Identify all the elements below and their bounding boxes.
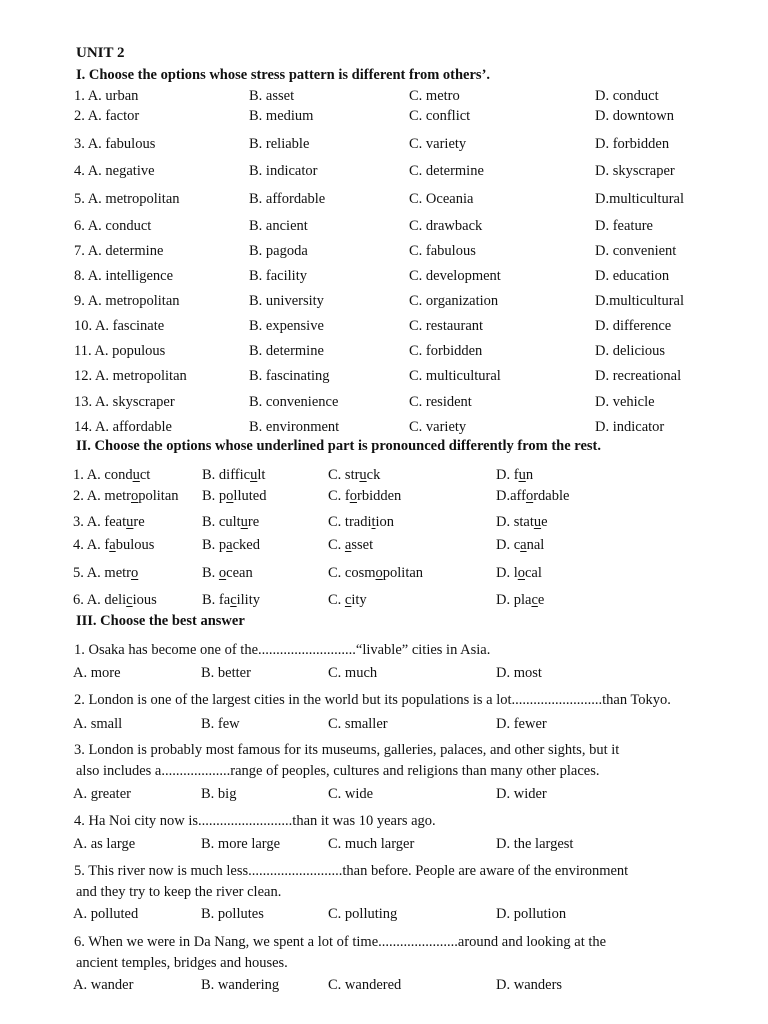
option-d xyxy=(496,488,569,505)
option-text-before: C. str xyxy=(328,467,360,483)
option-c: C. much xyxy=(328,665,378,681)
underlined-sound: o xyxy=(226,488,234,504)
option-a: 6. A. conduct xyxy=(74,218,152,234)
question-stem-continued: also includes a...................range of peoples, cultures and religions than many other places. xyxy=(76,763,600,779)
option-text-after: ity xyxy=(351,592,367,608)
option-c: C. wandered xyxy=(328,977,402,993)
unit-title: UNIT 2 xyxy=(76,45,125,61)
option-b xyxy=(202,467,265,484)
stress-question-row xyxy=(0,394,768,412)
pronunciation-question-row xyxy=(0,592,768,610)
option-d: D. downtown xyxy=(595,108,674,124)
option-c xyxy=(328,467,380,484)
option-a: 8. A. intelligence xyxy=(74,268,174,284)
underlined-sound: u xyxy=(250,467,258,483)
option-text-before: D. f xyxy=(496,467,519,483)
option-b: B. facility xyxy=(249,268,307,284)
option-d: D. conduct xyxy=(595,88,659,104)
option-a xyxy=(73,537,154,554)
option-b: B. university xyxy=(249,293,324,309)
option-text-after: re xyxy=(133,514,145,530)
option-text-after: ct xyxy=(139,467,151,483)
option-c: C. variety xyxy=(409,419,467,435)
option-d: D. convenient xyxy=(595,243,677,259)
option-text-before: D. l xyxy=(496,565,518,581)
option-b xyxy=(202,514,259,531)
section-3-heading: III. Choose the best answer xyxy=(76,613,245,629)
option-a: 10. A. fascinate xyxy=(74,318,165,334)
stress-question-row xyxy=(0,343,768,361)
underlined-sound: c xyxy=(531,592,538,608)
option-b: B. wandering xyxy=(201,977,280,993)
underlined-sound: u xyxy=(359,467,367,483)
option-text-before: 5. A. metr xyxy=(73,565,131,581)
option-text-after: cean xyxy=(226,565,253,581)
option-a: A. polluted xyxy=(73,906,139,922)
option-a: A. small xyxy=(73,716,123,732)
option-text-before: 2. A. metr xyxy=(73,488,131,504)
underlined-sound: u xyxy=(132,467,140,483)
option-b: B. few xyxy=(201,716,240,732)
option-d: D. difference xyxy=(595,318,672,334)
pronunciation-question-row xyxy=(0,565,768,583)
stress-question-row xyxy=(0,293,768,311)
stress-question-row xyxy=(0,368,768,386)
option-text-before: C. f xyxy=(328,488,350,504)
question-stem: 3. London is probably most famous for its museums, galleries, palaces, and other sights, but it xyxy=(74,742,620,758)
question-stem-continued: and they try to keep the river clean. xyxy=(76,884,282,900)
option-text-before: C. cosm xyxy=(328,565,376,581)
option-text-after: n xyxy=(525,467,534,483)
option-text-after: bulous xyxy=(115,537,155,553)
option-b: B. pollutes xyxy=(201,906,264,922)
option-c: C. smaller xyxy=(328,716,388,732)
option-c: C. determine xyxy=(409,163,484,179)
option-c: C. multicultural xyxy=(409,368,501,384)
stress-question-row xyxy=(0,163,768,181)
option-b: B. asset xyxy=(249,88,295,104)
question-stem: 1. Osaka has become one of the...........................“livable” cities in Asia. xyxy=(74,642,491,658)
option-text-before: B. fa xyxy=(202,592,231,608)
option-text-before: C. xyxy=(328,592,345,608)
option-b: B. reliable xyxy=(249,136,310,152)
option-c: C. much larger xyxy=(328,836,415,852)
option-c: C. forbidden xyxy=(409,343,483,359)
option-d: D. most xyxy=(496,665,542,681)
question-stem: 6. When we were in Da Nang, we spent a lot of time......................around and looking at the xyxy=(74,934,607,950)
option-a: A. as large xyxy=(73,836,136,852)
option-b xyxy=(202,592,260,609)
option-c xyxy=(328,537,373,554)
option-a: 11. A. populous xyxy=(74,343,166,359)
option-d: D. vehicle xyxy=(595,394,655,410)
answer-options-row xyxy=(0,977,768,995)
option-text-before: B. xyxy=(202,565,219,581)
option-d xyxy=(496,537,544,554)
pronunciation-question-row xyxy=(0,514,768,532)
underlined-sound: o xyxy=(517,565,525,581)
option-text-after: politan xyxy=(382,565,424,581)
question-stem: 4. Ha Noi city now is..........................than it was 10 years ago. xyxy=(74,813,436,829)
underlined-sound: a xyxy=(520,537,527,553)
option-text-before: D.aff xyxy=(496,488,526,504)
option-text-before: 1. A. cond xyxy=(73,467,133,483)
option-a: 9. A. metropolitan xyxy=(74,293,180,309)
option-text-before: B. p xyxy=(202,488,227,504)
option-text-before: 4. A. f xyxy=(73,537,110,553)
option-d: D.multicultural xyxy=(595,191,684,207)
option-text-after: cked xyxy=(232,537,260,553)
option-text-before: B. diffic xyxy=(202,467,251,483)
option-text-before: C. xyxy=(328,537,345,553)
option-c xyxy=(328,592,367,609)
answer-options-row xyxy=(0,716,768,734)
stress-question-row xyxy=(0,419,768,437)
option-d xyxy=(496,514,548,531)
option-a: 2. A. factor xyxy=(74,108,140,124)
stress-question-row xyxy=(0,108,768,126)
option-b: B. better xyxy=(201,665,251,681)
option-b: B. fascinating xyxy=(249,368,330,384)
pronunciation-question-row xyxy=(0,488,768,506)
answer-options-row xyxy=(0,906,768,924)
option-b: B. expensive xyxy=(249,318,324,334)
option-b: B. environment xyxy=(249,419,340,435)
option-d: D. pollution xyxy=(496,906,567,922)
option-b: B. big xyxy=(201,786,237,802)
option-b: B. indicator xyxy=(249,163,318,179)
option-b xyxy=(202,488,266,505)
option-b: B. pagoda xyxy=(249,243,308,259)
stress-question-row xyxy=(0,136,768,154)
underlined-sound: u xyxy=(126,514,134,530)
section-2-heading: II. Choose the options whose underlined part is pronounced differently from the rest. xyxy=(76,438,601,454)
pronunciation-question-row xyxy=(0,467,768,485)
underlined-sound: c xyxy=(230,592,237,608)
option-text-after: re xyxy=(247,514,260,530)
underlined-sound: u xyxy=(533,514,542,530)
option-c xyxy=(328,514,394,531)
option-c: C. polluting xyxy=(328,906,398,922)
underlined-sound: u xyxy=(518,467,526,483)
option-b: B. ancient xyxy=(249,218,308,234)
option-d: D. fewer xyxy=(496,716,547,732)
option-a: 3. A. fabulous xyxy=(74,136,156,152)
stress-question-row xyxy=(0,243,768,261)
option-c: C. restaurant xyxy=(409,318,484,334)
option-text-before: 3. A. feat xyxy=(73,514,127,530)
option-a: A. greater xyxy=(73,786,131,802)
option-text-before: 6. A. deli xyxy=(73,592,127,608)
option-a xyxy=(73,592,157,609)
option-text-after: sset xyxy=(351,537,374,553)
option-c xyxy=(328,565,423,582)
option-c: C. organization xyxy=(409,293,499,309)
option-d: D. the largest xyxy=(496,836,574,852)
option-a: 7. A. determine xyxy=(74,243,164,259)
option-text-after: lt xyxy=(257,467,266,483)
option-a xyxy=(73,565,138,582)
option-d xyxy=(496,565,542,582)
option-text-before: B. cult xyxy=(202,514,241,530)
option-text-after: e xyxy=(537,592,545,608)
option-a: 13. A. skyscraper xyxy=(74,394,175,410)
option-d: D. forbidden xyxy=(595,136,670,152)
option-text-after: politan xyxy=(138,488,179,504)
option-d: D.multicultural xyxy=(595,293,684,309)
answer-options-row xyxy=(0,786,768,804)
option-text-before: D. pla xyxy=(496,592,532,608)
option-c: C. Oceania xyxy=(409,191,474,207)
option-text-before: B. p xyxy=(202,537,227,553)
answer-options-row xyxy=(0,836,768,854)
option-b: B. convenience xyxy=(249,394,339,410)
option-text-after: ion xyxy=(375,514,395,530)
underlined-sound: u xyxy=(240,514,248,530)
option-b: B. determine xyxy=(249,343,324,359)
option-a: A. wander xyxy=(73,977,134,993)
stress-question-row xyxy=(0,218,768,236)
option-d: D. delicious xyxy=(595,343,666,359)
option-d: D. feature xyxy=(595,218,653,234)
option-text-after: nal xyxy=(526,537,545,553)
question-stem-continued: ancient temples, bridges and houses. xyxy=(76,955,288,971)
option-a xyxy=(73,488,179,505)
stress-question-row xyxy=(0,88,768,106)
option-b: B. affordable xyxy=(249,191,326,207)
option-text-after: cal xyxy=(525,565,542,581)
option-text-after: ility xyxy=(236,592,260,608)
underlined-sound: t xyxy=(371,514,376,530)
underlined-sound: a xyxy=(109,537,116,553)
option-c xyxy=(328,488,401,505)
option-a: 4. A. negative xyxy=(74,163,155,179)
option-b xyxy=(202,537,260,554)
option-a: 5. A. metropolitan xyxy=(74,191,180,207)
option-c: C. drawback xyxy=(409,218,483,234)
option-d: D. wanders xyxy=(496,977,563,993)
option-b xyxy=(202,565,253,582)
option-a: A. more xyxy=(73,665,121,681)
option-c: C. resident xyxy=(409,394,472,410)
option-d: D. wider xyxy=(496,786,547,802)
option-text-before: D. stat xyxy=(496,514,534,530)
option-a: 14. A. affordable xyxy=(74,419,172,435)
option-d xyxy=(496,592,544,609)
option-a xyxy=(73,467,150,484)
section-1-heading: I. Choose the options whose stress pattern is different from others’. xyxy=(76,67,491,83)
option-c: C. development xyxy=(409,268,501,284)
pronunciation-question-row xyxy=(0,537,768,555)
underlined-sound: o xyxy=(218,565,227,581)
option-c: C. variety xyxy=(409,136,467,152)
stress-question-row xyxy=(0,268,768,286)
option-a: 1. A. urban xyxy=(74,88,139,104)
question-stem: 5. This river now is much less..........................than before. People are aware of the environment xyxy=(74,863,629,879)
option-text-after: rbidden xyxy=(357,488,402,504)
option-c: C. metro xyxy=(409,88,460,104)
option-d: D. indicator xyxy=(595,419,665,435)
option-d xyxy=(496,467,533,484)
stress-question-row xyxy=(0,318,768,336)
underlined-sound: o xyxy=(131,565,139,581)
stress-question-row xyxy=(0,191,768,209)
option-a xyxy=(73,514,145,531)
option-text-after: rdable xyxy=(533,488,570,504)
underlined-sound: c xyxy=(126,592,133,608)
option-d: D. recreational xyxy=(595,368,682,384)
option-b: B. medium xyxy=(249,108,314,124)
option-text-after: ious xyxy=(132,592,157,608)
option-c: C. wide xyxy=(328,786,374,802)
underlined-sound: a xyxy=(344,537,352,553)
underlined-sound: o xyxy=(349,488,357,504)
option-b: B. more large xyxy=(201,836,281,852)
underlined-sound: c xyxy=(344,592,352,608)
option-text-after: ck xyxy=(366,467,381,483)
option-d: D. education xyxy=(595,268,670,284)
option-text-before: D. c xyxy=(496,537,521,553)
option-d: D. skyscraper xyxy=(595,163,675,179)
underlined-sound: o xyxy=(525,488,534,504)
option-text-after: e xyxy=(541,514,548,530)
option-text-after: lluted xyxy=(233,488,267,504)
underlined-sound: o xyxy=(375,565,383,581)
underlined-sound: o xyxy=(131,488,139,504)
question-stem: 2. London is one of the largest cities in the world but its populations is a lot.........................than Tokyo. xyxy=(74,692,671,708)
option-c: C. fabulous xyxy=(409,243,476,259)
option-a: 12. A. metropolitan xyxy=(74,368,187,384)
option-c: C. conflict xyxy=(409,108,471,124)
option-text-before: C. tradi xyxy=(328,514,372,530)
answer-options-row xyxy=(0,665,768,683)
underlined-sound: a xyxy=(226,537,233,553)
